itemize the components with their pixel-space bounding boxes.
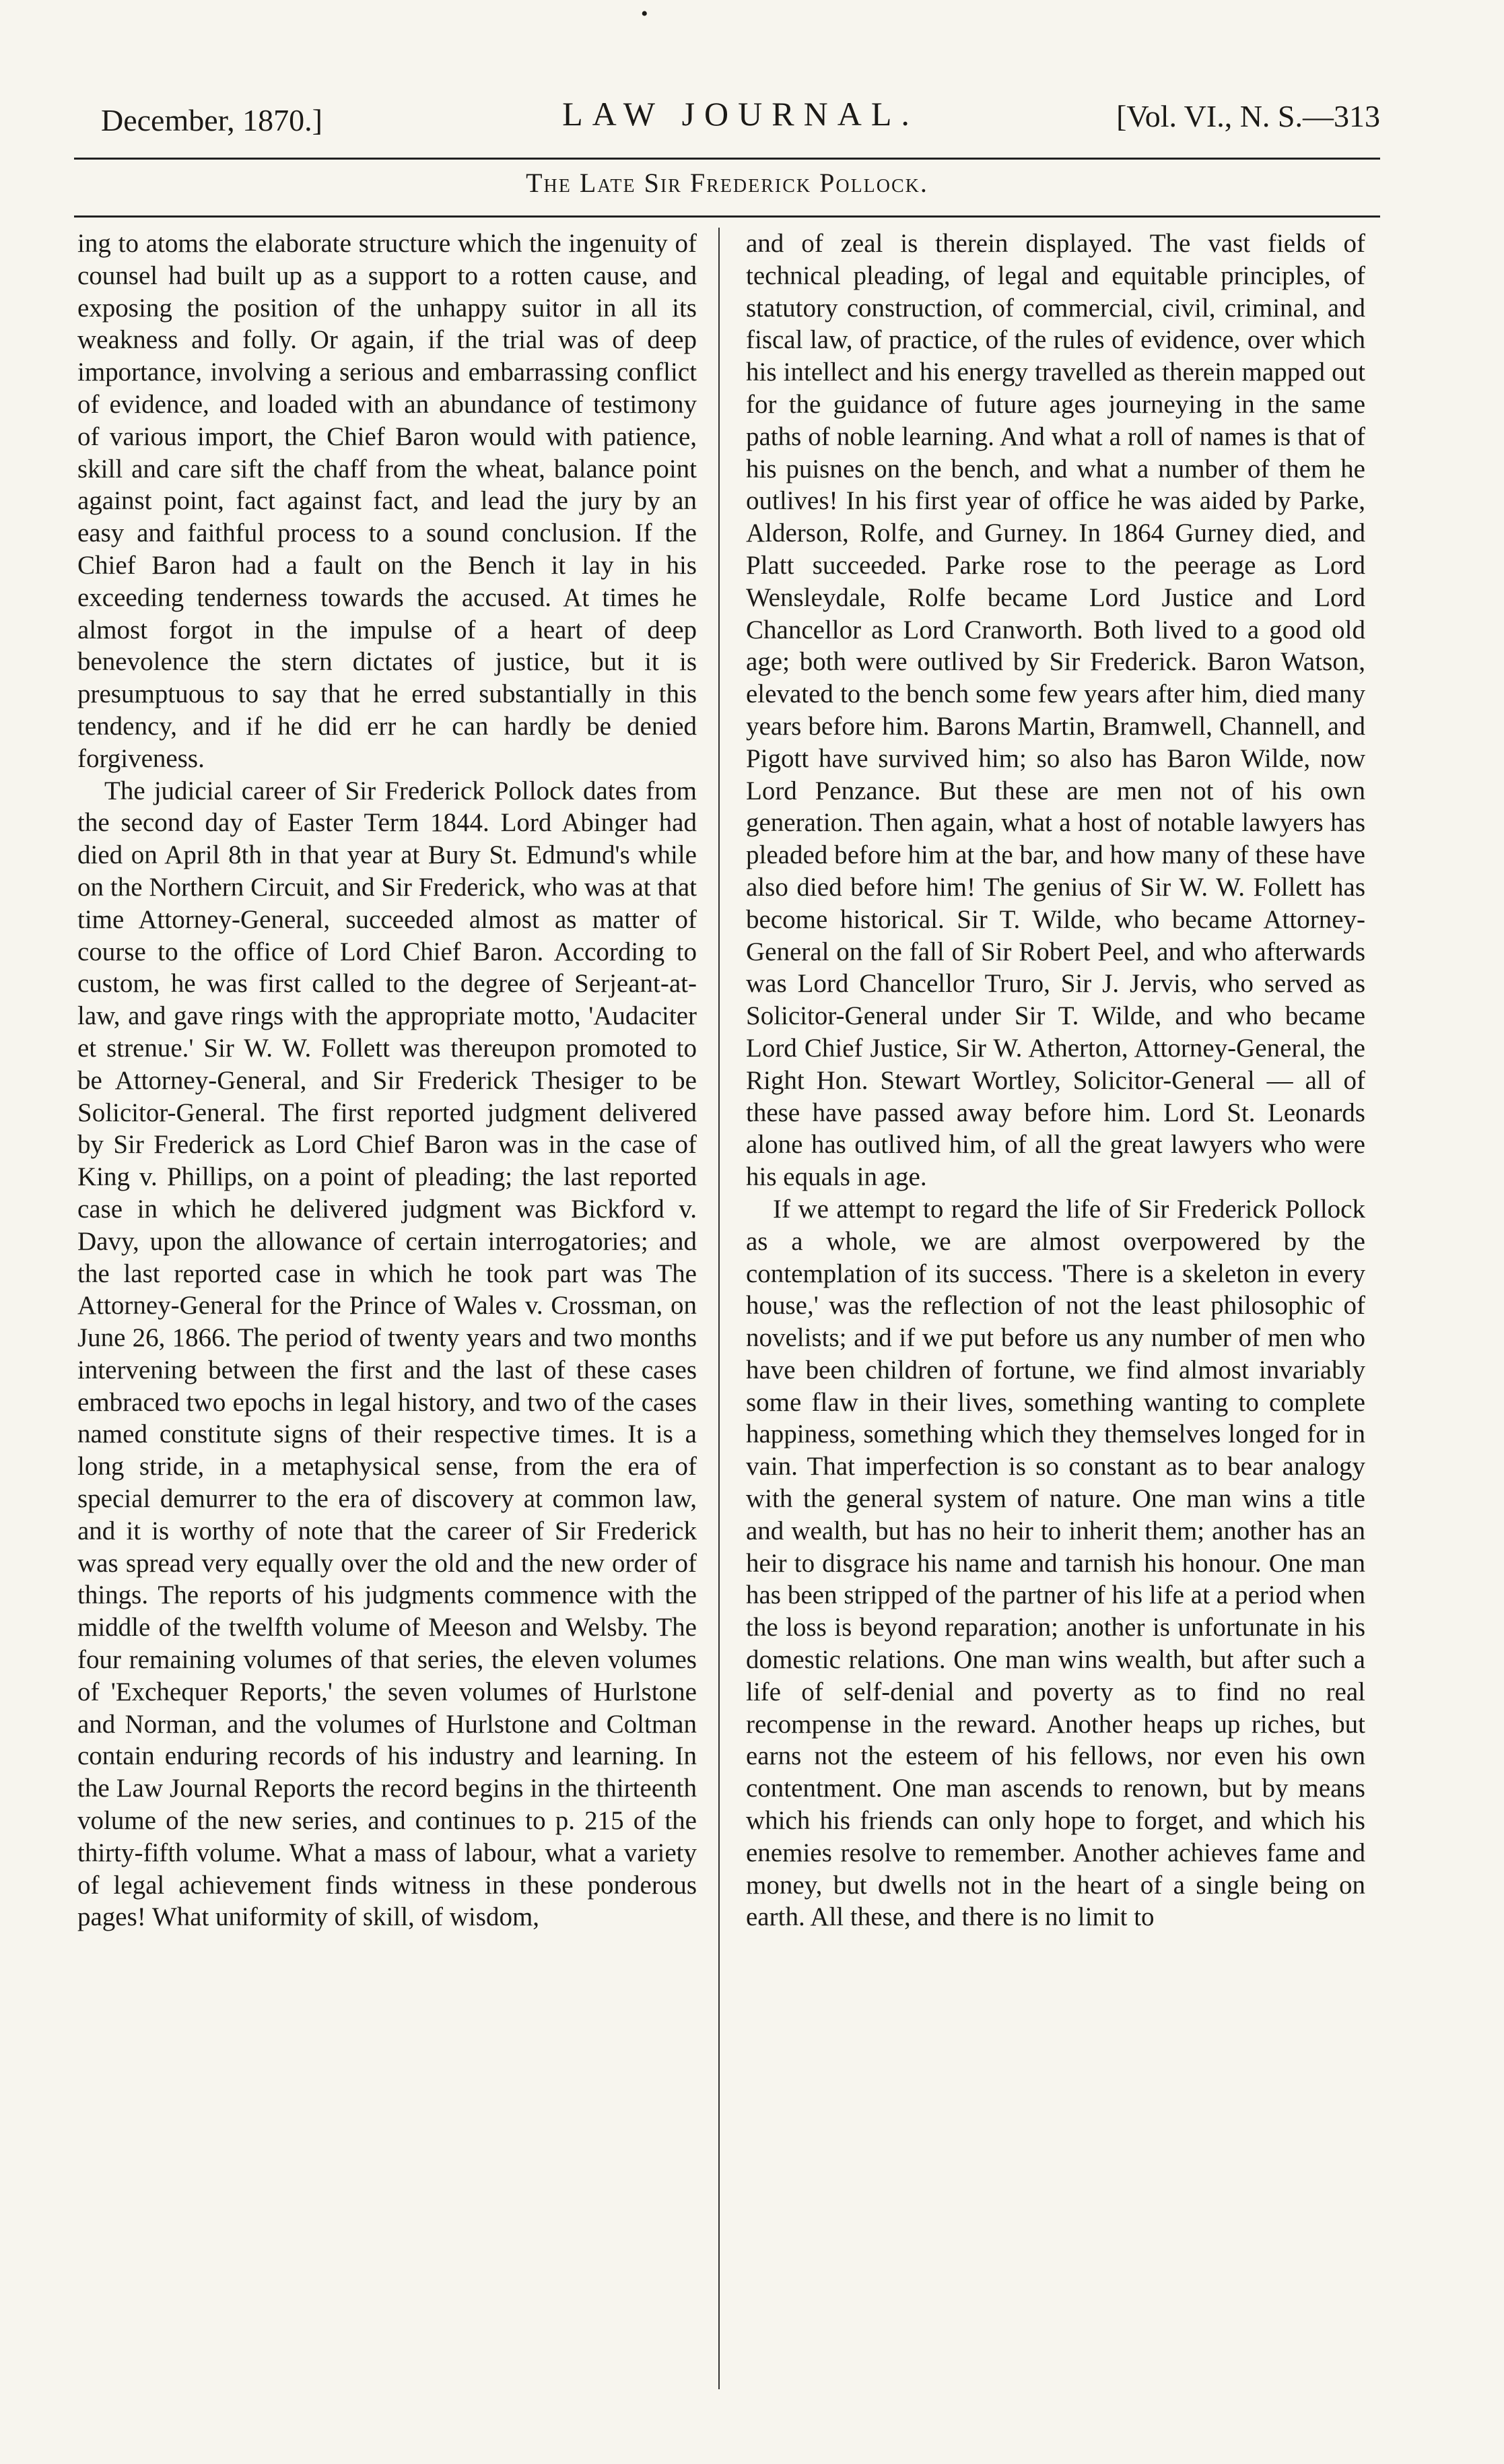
- left-column: [77, 228, 697, 1933]
- paragraph: and of zeal is therein displayed. The vast fields of technical pleading, of legal and equitable principles, of statutory construction, of commercial, civil, criminal, and fiscal law, of practice, of the rules of evidence, over which his intellect and his energy travelled as therein mapped out for the guidance of future ages journeying in the same paths of noble learning. And what a roll of names is that of his puisnes on the bench, and what a number of them he outlives! In his first year of office he was aided by Parke, Alderson, Rolfe, and Gurney. In 1864 Gurney died, and Platt succeeded. Parke rose to the peerage as Lord Wensleydale, Rolfe became Lord Justice and Lord Chancellor as Lord Cranworth. Both lived to a good old age; both were outlived by Sir Frederick. Baron Watson, elevated to the bench some few years after him, died many years before him. Barons Martin, Bramwell, Channell, and Pigott have survived him; so also has Baron Wilde, now Lord Penzance. But these are men not of his own generation. Then again, what a host of notable lawyers has pleaded before him at the bar, and how many of these have also died before him! The genius of Sir W. W. Follett has become historical. Sir T. Wilde, who became Attorney-General on the fall of Sir Robert Peel, and who afterwards was Lord Chancellor Truro, Sir J. Jervis, who served as Solicitor-General under Sir T. Wilde, and who became Lord Chief Justice, Sir W. Atherton, Attorney-General, the Right Hon. Stewart Wortley, Solicitor-General — all of these have passed away before him. Lord St. Leonards alone has outlived him, of all the great lawyers who were his equals in age.: [746, 229, 1365, 1192]
- title-rule: [74, 215, 1380, 218]
- article-title: The Late Sir Frederick Pollock.: [526, 168, 928, 198]
- column-divider: [718, 228, 720, 2389]
- header-date: December, 1870.]: [101, 103, 322, 137]
- paragraph: The judicial career of Sir Frederick Pollock dates from the second day of Easter Term 1844. Lord Abinger had died on April 8th in that year at Bury St. Edmund's while on the Northern Circuit, and Sir Frederick, who was at that time Attorney-General, succeeded almost as matter of course to the office of Lord Chief Baron. According to custom, he was first called to the degree of Serjeant-at-law, and gave rings with the appropriate motto, 'Audaciter et strenue.' Sir W. W. Follett was thereupon promoted to be Attorney-General, and Sir Frederick Thesiger to be Solicitor-General. The first reported judgment delivered by Sir Frederick as Lord Chief Baron was in the case of King v. Phillips, on a point of pleading; the last reported case in which he delivered judgment was Bickford v. Davy, upon the allowance of certain interrogatories; and the last reported case in which he took part was The Attorney-General for the Prince of Wales v. Crossman, on June 26, 1866. The period of twenty years and two months intervening between the first and the last of these cases embraced two epochs in legal history, and two of the cases named constitute signs of their respective times. It is a long stride, in a metaphysical sense, from the era of special demurrer to the era of discovery at common law, and it is worthy of note that the career of Sir Frederick was spread very equally over the old and the new order of things. The reports of his judgments commence with the middle of the twelfth volume of Meeson and Welsby. The four remaining volumes of that series, the eleven volumes of 'Exchequer Reports,' the seven volumes of Hurlstone and Norman, and the volumes of Hurlstone and Coltman contain enduring records of his industry and learning. In the Law Journal Reports the record begins in the thirteenth volume of the new series, and continues to p. 215 of the thirty-fifth volume. What a mass of labour, what a variety of legal achievement finds witness in these ponderous pages! What uniformity of skill, of wisdom,: [77, 776, 697, 1932]
- header-rule: [74, 158, 1380, 160]
- top-mark: •: [641, 3, 648, 25]
- running-header: [101, 94, 1380, 148]
- header-volume: [Vol. VI., N. S.—313: [1116, 99, 1380, 133]
- right-column: [746, 228, 1365, 1933]
- journal-title: LAW JOURNAL.: [562, 95, 919, 133]
- paragraph: If we attempt to regard the life of Sir Frederick Pollock as a whole, we are almost overpowered by the contemplation of its success. 'There is a skeleton in every house,' was the reflection of not the least philosophic of novelists; and if we put before us any number of men who have been children of fortune, we find almost invariably some flaw in their lives, something wanting to complete happiness, something which they themselves longed for in vain. That imperfection is so constant as to bear analogy with the general system of nature. One man wins a title and wealth, but has no heir to inherit them; another has an heir to disgrace his name and tarnish his honour. One man has been stripped of the partner of his life at a period when the loss is beyond reparation; another is unfortunate in his domestic relations. One man wins wealth, but after such a life of self-denial and poverty as to find no real recompense in the reward. Another heaps up riches, but earns not the esteem of his fellows, nor even his own contentment. One man ascends to renown, but by means which his friends can only hope to forget, and which his enemies resolve to remember. Another achieves fame and money, but dwells not in the heart of a single being on earth. All these, and there is no limit to: [746, 1194, 1365, 1932]
- paragraph: ing to atoms the elaborate structure which the ingenuity of counsel had built up as a support to a rotten cause, and exposing the position of the unhappy suitor in all its weakness and folly. Or again, if the trial was of deep importance, involving a serious and embarrassing conflict of evidence, and loaded with an abundance of testimony of various import, the Chief Baron would with patience, skill and care sift the chaff from the wheat, balance point against point, fact against fact, and lead the jury by an easy and faithful process to a sound conclusion. If the Chief Baron had a fault on the Bench it lay in his exceeding tenderness towards the accused. At times he almost forgot in the impulse of a heart of deep benevolence the stern dictates of justice, but it is presumptuous to say that he erred substantially in this tendency, and if he did err he can hardly be denied forgiveness.: [77, 229, 697, 773]
